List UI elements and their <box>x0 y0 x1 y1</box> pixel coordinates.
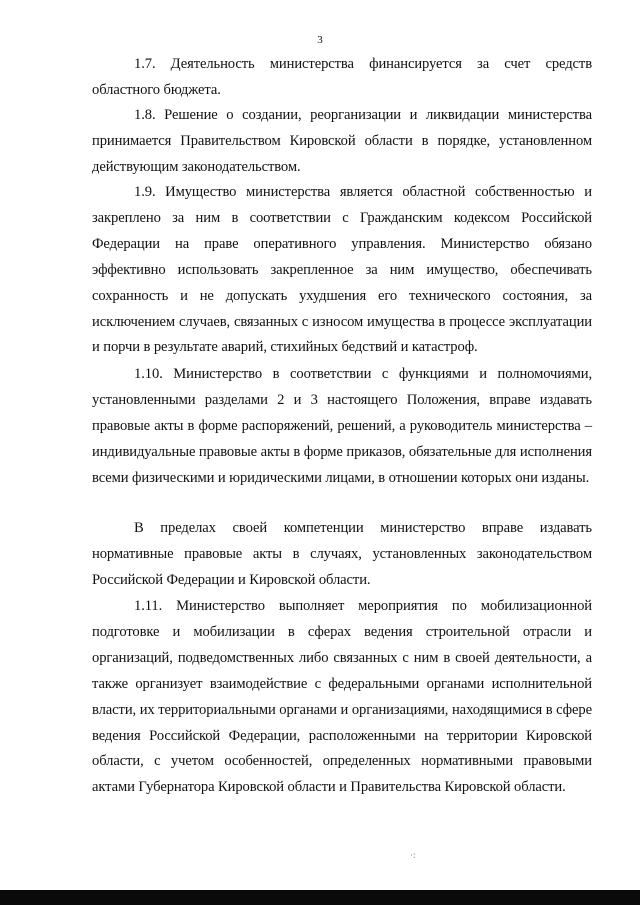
scan-bottom-edge <box>0 890 640 905</box>
paragraph-text: 1.7. Деятельность министерства финансируется за счет средств областного бюджета. <box>92 56 592 98</box>
page-number: 3 <box>317 34 323 46</box>
paragraph-1-11 <box>92 594 592 801</box>
paragraph-text: 1.8. Решение о создании, реорганизации и ликвидации министерства принимается Правительством Кировской области в порядке, установленном действующим законодательством. <box>92 107 592 175</box>
paragraph-text: В пределах своей компетенции министерство вправе издавать нормативные правовые акты в случаях, установленных законодательством Российской Федерации и Кировской области. <box>92 520 592 588</box>
paragraph-1-8 <box>92 103 592 181</box>
paragraph-1-10 <box>92 362 592 492</box>
paragraph-text: 1.9. Имущество министерства является областной собственностью и закреплено за ним в соответствии с Гражданским кодексом Российской Федерации на праве оперативного управления. Министерство обязано эффективно использовать закрепленное за ним имущество, обеспечивать сохранность и не допускать ухудшения его технического состояния, за исключением случаев, связанных с износом имущества в процессе эксплуатации и порчи в результате аварий, стихийных бедствий и катастроф. <box>92 184 592 356</box>
paragraph-text: 1.11. Министерство выполняет мероприятия по мобилизационной подготовке и мобилизации в сферах ведения строительной отрасли и организаций, подведомственных либо связанных с ним в своей деятельности, а также организует взаимодействие с федеральными органами исполнительной власти, их территориальными органами и организациями, находящимися в сфере ведения Российской Федерации, расположенными на территории Кировской области, с учетом особенностей, определенных нормативными правовыми актами Губернатора Кировской области и Правительства Кировской области. <box>92 598 592 796</box>
scan-artifact-mark: ·: <box>410 850 416 860</box>
paragraph-1-9 <box>92 180 592 361</box>
paragraph-competence <box>92 516 592 594</box>
paragraph-1-7 <box>92 52 592 104</box>
paragraph-text: 1.10. Министерство в соответствии с функциями и полномочиями, установленными разделами 2 и 3 настоящего Положения, вправе издавать правовые акты в форме распоряжений, решений, а руководитель министерства – индивидуальные правовые акты в форме приказов, обязательные для исполнения всеми физическими и юридическими лицами, в отношении которых они изданы. <box>92 366 592 486</box>
